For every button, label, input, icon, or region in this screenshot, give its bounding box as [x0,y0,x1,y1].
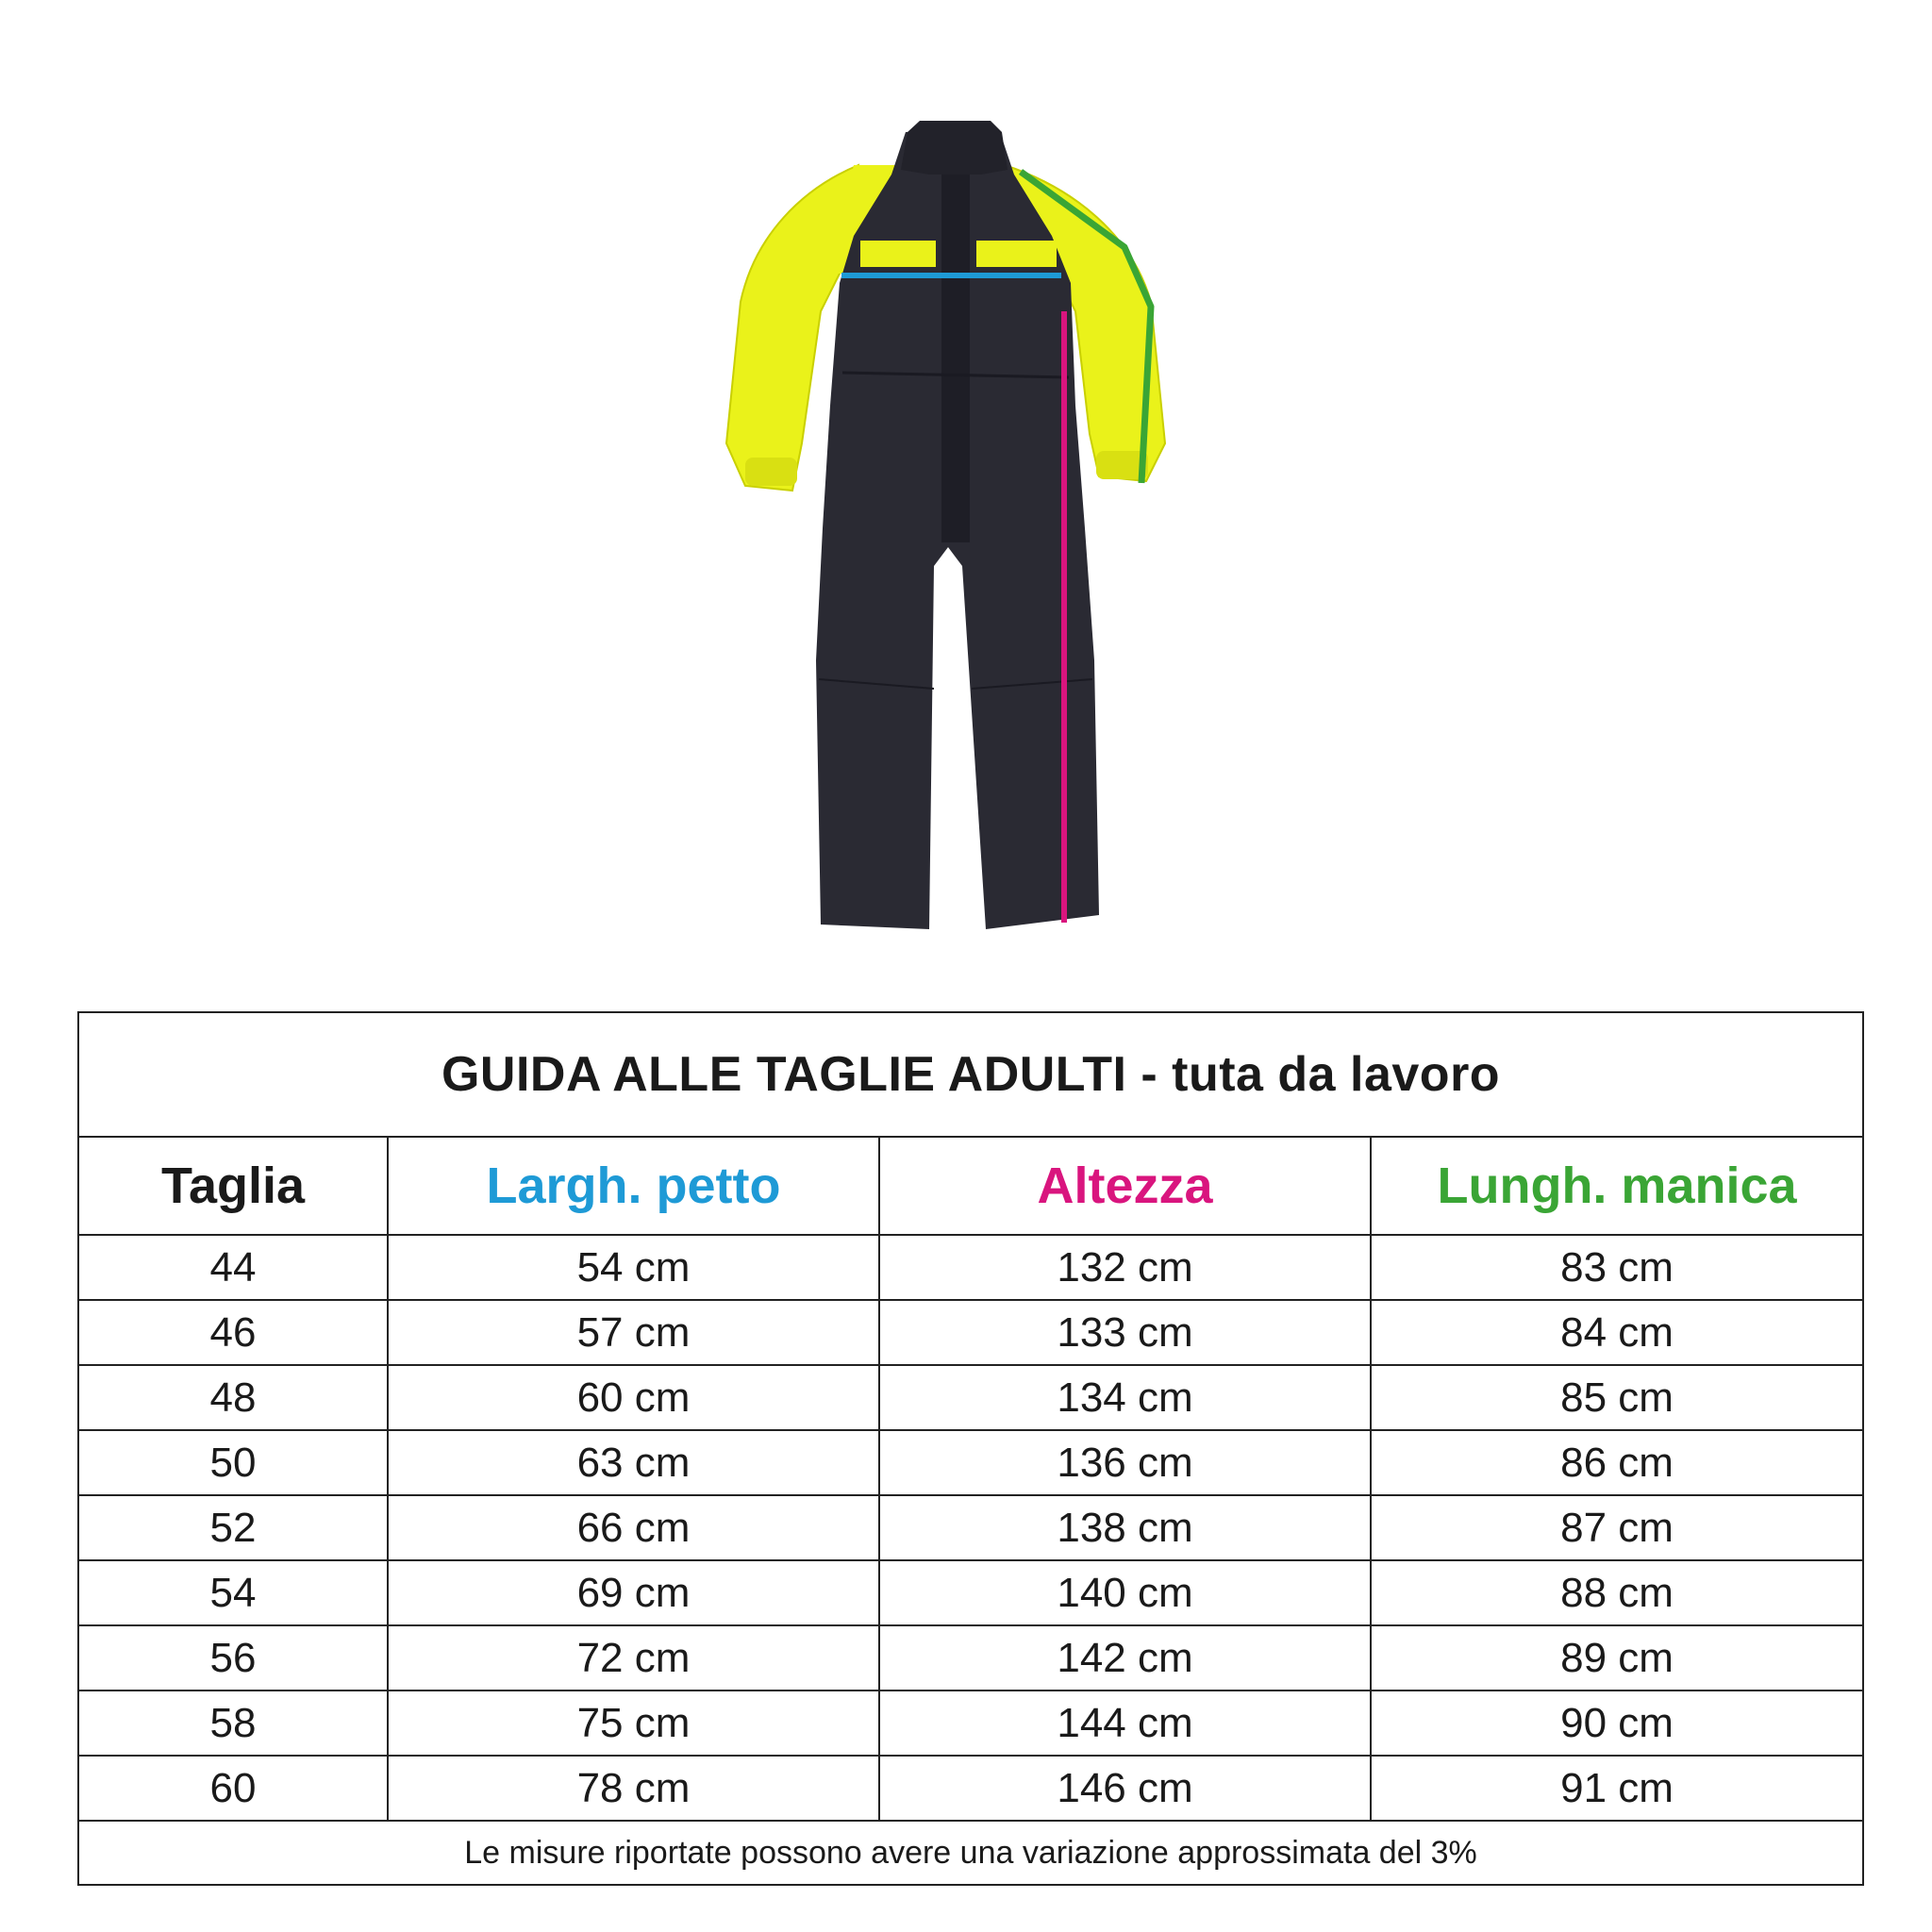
table-row [78,1495,1863,1560]
cell-sleeve: 84 cm [1371,1300,1863,1365]
table-row [78,1690,1863,1756]
left-cuff [745,458,797,486]
table-row [78,1300,1863,1365]
header-size: Taglia [78,1137,388,1235]
cell-chest: 69 cm [388,1560,879,1625]
cell-height: 140 cm [879,1560,1371,1625]
collar [901,121,1008,175]
cell-sleeve: 86 cm [1371,1430,1863,1495]
cell-size: 54 [78,1560,388,1625]
cell-sleeve: 90 cm [1371,1690,1863,1756]
table-row [78,1430,1863,1495]
measurement-note: Le misure riportate possono avere una variazione approssimata del 3% [78,1821,1863,1885]
table-title: GUIDA ALLE TAGLIE ADULTI - tuta da lavoro [78,1012,1863,1137]
cell-sleeve: 91 cm [1371,1756,1863,1821]
cell-height: 133 cm [879,1300,1371,1365]
cell-height: 144 cm [879,1690,1371,1756]
header-sleeve: Lungh. manica [1371,1137,1863,1235]
cell-height: 138 cm [879,1495,1371,1560]
table-row [78,1625,1863,1690]
cell-size: 50 [78,1430,388,1495]
cell-chest: 60 cm [388,1365,879,1430]
cell-height: 146 cm [879,1756,1371,1821]
table-title-row [78,1012,1863,1137]
cell-size: 46 [78,1300,388,1365]
right-chest-pocket [976,241,1057,267]
table-header-row [78,1137,1863,1235]
size-guide-table [77,1011,1864,1886]
table-row [78,1756,1863,1821]
header-height: Altezza [879,1137,1371,1235]
cell-sleeve: 89 cm [1371,1625,1863,1690]
cell-chest: 75 cm [388,1690,879,1756]
header-chest: Largh. petto [388,1137,879,1235]
cell-sleeve: 85 cm [1371,1365,1863,1430]
cell-size: 60 [78,1756,388,1821]
cell-height: 142 cm [879,1625,1371,1690]
cell-chest: 72 cm [388,1625,879,1690]
cell-size: 52 [78,1495,388,1560]
table-row [78,1365,1863,1430]
cell-chest: 78 cm [388,1756,879,1821]
table-note-row [78,1821,1863,1885]
cell-size: 48 [78,1365,388,1430]
cell-size: 44 [78,1235,388,1300]
cell-chest: 57 cm [388,1300,879,1365]
cell-size: 58 [78,1690,388,1756]
cell-size: 56 [78,1625,388,1690]
table-row [78,1235,1863,1300]
cell-chest: 66 cm [388,1495,879,1560]
cell-sleeve: 88 cm [1371,1560,1863,1625]
table-row [78,1560,1863,1625]
cell-chest: 63 cm [388,1430,879,1495]
cell-chest: 54 cm [388,1235,879,1300]
cell-sleeve: 83 cm [1371,1235,1863,1300]
cell-sleeve: 87 cm [1371,1495,1863,1560]
left-chest-pocket [860,241,936,267]
zipper-placket [941,175,970,542]
cell-height: 136 cm [879,1430,1371,1495]
cell-height: 134 cm [879,1365,1371,1430]
cell-height: 132 cm [879,1235,1371,1300]
